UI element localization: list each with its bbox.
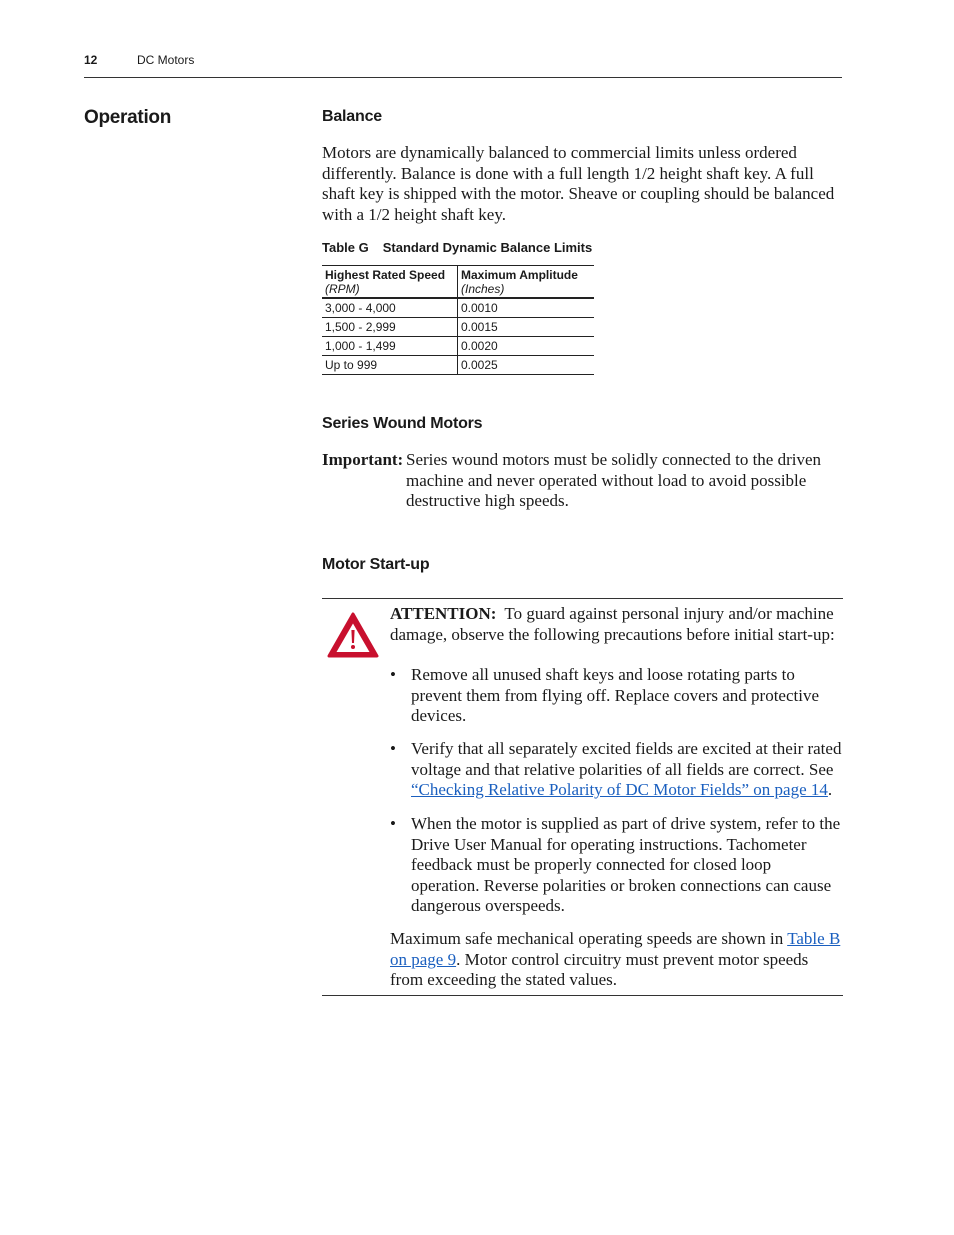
subheading-motor-startup: Motor Start-up (322, 556, 430, 573)
column-header-speed (322, 266, 458, 299)
table-caption-title: Standard Dynamic Balance Limits (382, 240, 593, 255)
important-label: Important: (322, 450, 404, 469)
table-cell-speed: Up to 999 (322, 356, 458, 375)
closing-paragraph (390, 929, 842, 991)
bullet-text (411, 739, 842, 801)
running-title: DC Motors (137, 53, 195, 67)
column-header-unit: (RPM) (325, 282, 360, 296)
bullet-icon: • (390, 739, 396, 758)
table-row (322, 298, 594, 318)
balance-paragraph: Motors are dynamically balanced to commercial limits unless ordered differently. Balance is done with a full length 1/2 height shaft key. A full shaft key is shipped with the motor. Sheave or coupling should be balanced with a 1/2 height shaft key. (322, 143, 835, 224)
bullet-text: Remove all unused shaft keys and loose rotating parts to prevent them from flying off. Replace covers and protective devices. (411, 665, 820, 725)
bullet-text-start: Verify that all separately excited fields are excited at their rated voltage and that relative polarities of all fields are correct. See (411, 739, 842, 779)
table-cell-speed: 1,500 - 2,999 (322, 318, 458, 337)
attention-message (390, 604, 842, 645)
column-header-label: Highest Rated Speed (325, 268, 446, 282)
list-item (390, 814, 842, 917)
table-cell-speed: 1,000 - 1,499 (322, 337, 458, 356)
important-text: Series wound motors must be solidly connected to the driven machine and never operated without load to avoid possible destructive high speeds. (406, 450, 822, 510)
subheading-balance: Balance (322, 108, 382, 125)
table-row (322, 318, 594, 337)
bullet-text: When the motor is supplied as part of drive system, refer to the Drive User Manual for operating instructions. Tachometer feedback must be properly connected for closed loop operation. Reverse polarities or broken connections can cause dangerous overspeeds. (411, 814, 841, 915)
bullet-text-end: . (827, 780, 833, 799)
table-cell-amplitude: 0.0015 (458, 318, 595, 337)
attention-box (322, 598, 843, 996)
page-number: 12 (84, 53, 98, 67)
list-item (390, 739, 842, 801)
table-cell-amplitude: 0.0020 (458, 337, 595, 356)
list-item (390, 665, 842, 727)
bullet-icon: • (390, 665, 396, 684)
section-heading-operation: Operation (84, 107, 172, 128)
table-caption-label: Table G (322, 240, 369, 255)
table-header-row (322, 266, 594, 299)
table-row (322, 337, 594, 356)
page-header (84, 52, 842, 78)
subheading-series-wound-motors: Series Wound Motors (322, 415, 483, 432)
table-caption (322, 240, 592, 255)
table-cell-amplitude: 0.0010 (458, 298, 595, 318)
polarity-section-link[interactable]: “Checking Relative Polarity of DC Motor Fields” on page 14 (411, 780, 828, 799)
table-cell-amplitude: 0.0025 (458, 356, 595, 375)
attention-text: To guard against personal injury and/or machine damage, observe the following precautions before initial start-up: (390, 604, 835, 644)
column-header-amplitude (458, 266, 595, 299)
balance-limits-table (322, 265, 594, 375)
table-row (322, 356, 594, 375)
warning-triangle-icon (327, 611, 379, 659)
column-header-label: Maximum Amplitude (461, 268, 578, 282)
table-b-link[interactable]: Table B on page 9 (390, 929, 841, 969)
table-cell-speed: 3,000 - 4,000 (322, 298, 458, 318)
bullet-icon: • (390, 814, 396, 833)
closing-text-start: Maximum safe mechanical operating speeds are shown in (390, 929, 784, 948)
column-header-unit: (Inches) (461, 282, 505, 296)
attention-label: ATTENTION: (390, 604, 497, 623)
closing-text-end: . Motor control circuitry must prevent motor speeds from exceeding the stated values. (390, 949, 809, 989)
